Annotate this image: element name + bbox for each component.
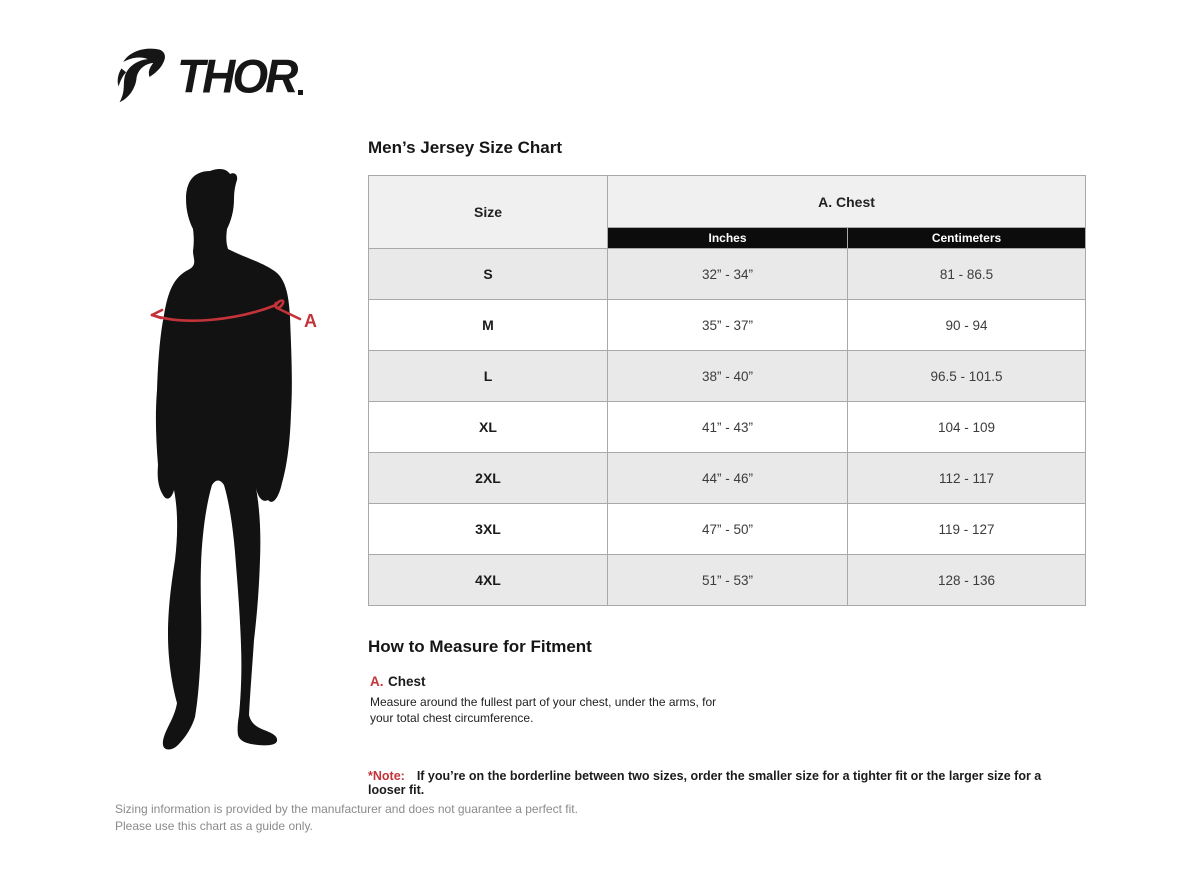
- manufacturer-disclaimer: [115, 801, 578, 835]
- measure-description: Measure around the fullest part of your chest, under the arms, for your total chest circumference.: [370, 695, 717, 725]
- body-silhouette-diagram: [130, 165, 336, 765]
- thor-logo-text: THOR: [177, 49, 296, 103]
- male-silhouette-figure: [130, 165, 336, 765]
- silhouette-body-shape: [156, 169, 292, 749]
- inches-unit-header: Inches: [608, 228, 848, 249]
- logo-trademark-dot: [298, 90, 303, 95]
- size-table-container: [368, 175, 1085, 606]
- cm-value: 119 - 127: [848, 504, 1086, 555]
- cm-value: 90 - 94: [848, 300, 1086, 351]
- size-column-header: Size: [369, 176, 608, 249]
- inches-value: 32” - 34”: [608, 249, 848, 300]
- table-row-3xl: [369, 504, 1086, 555]
- cm-value: 81 - 86.5: [848, 249, 1086, 300]
- size-label: 3XL: [369, 504, 608, 555]
- chest-measure-letter-label: A: [304, 311, 317, 331]
- table-header-row: [369, 176, 1086, 228]
- inches-value: 44” - 46”: [608, 453, 848, 504]
- cm-value: 104 - 109: [848, 402, 1086, 453]
- measure-name: Chest: [387, 674, 426, 689]
- size-chart-title: Men’s Jersey Size Chart: [368, 138, 563, 157]
- chest-group-header: A. Chest: [608, 176, 1086, 228]
- table-row-2xl: [369, 453, 1086, 504]
- measure-item-heading: [370, 673, 740, 691]
- disclaimer-line-1: Sizing information is provided by the manufacturer and does not guarantee a perfect fit.: [115, 802, 578, 816]
- thor-horned-head-icon: [113, 47, 173, 105]
- note-label: *Note:: [368, 769, 405, 783]
- cm-value: 128 - 136: [848, 555, 1086, 606]
- cm-value: 112 - 117: [848, 453, 1086, 504]
- inches-value: 41” - 43”: [608, 402, 848, 453]
- how-to-measure-title: How to Measure for Fitment: [368, 637, 592, 656]
- inches-value: 51” - 53”: [608, 555, 848, 606]
- table-row-4xl: [369, 555, 1086, 606]
- inches-value: 47” - 50”: [608, 504, 848, 555]
- size-label: M: [369, 300, 608, 351]
- size-table: [368, 175, 1086, 606]
- table-row-xl: [369, 402, 1086, 453]
- table-row-s: [369, 249, 1086, 300]
- size-label: 2XL: [369, 453, 608, 504]
- table-row-l: [369, 351, 1086, 402]
- size-label: L: [369, 351, 608, 402]
- size-label: 4XL: [369, 555, 608, 606]
- centimeters-unit-header: Centimeters: [848, 228, 1086, 249]
- sizing-note: [368, 769, 1048, 797]
- size-label: S: [369, 249, 608, 300]
- measure-key-letter: A.: [370, 674, 384, 689]
- inches-value: 35” - 37”: [608, 300, 848, 351]
- disclaimer-line-2: Please use this chart as a guide only.: [115, 818, 313, 833]
- size-label: XL: [369, 402, 608, 453]
- inches-value: 38” - 40”: [608, 351, 848, 402]
- cm-value: 96.5 - 101.5: [848, 351, 1086, 402]
- table-row-m: [369, 300, 1086, 351]
- thor-logo: [113, 45, 303, 107]
- note-text: If you’re on the borderline between two sizes, order the smaller size for a tighter fit or the larger size for a looser fit.: [368, 769, 1042, 797]
- measure-item-chest: [370, 673, 740, 727]
